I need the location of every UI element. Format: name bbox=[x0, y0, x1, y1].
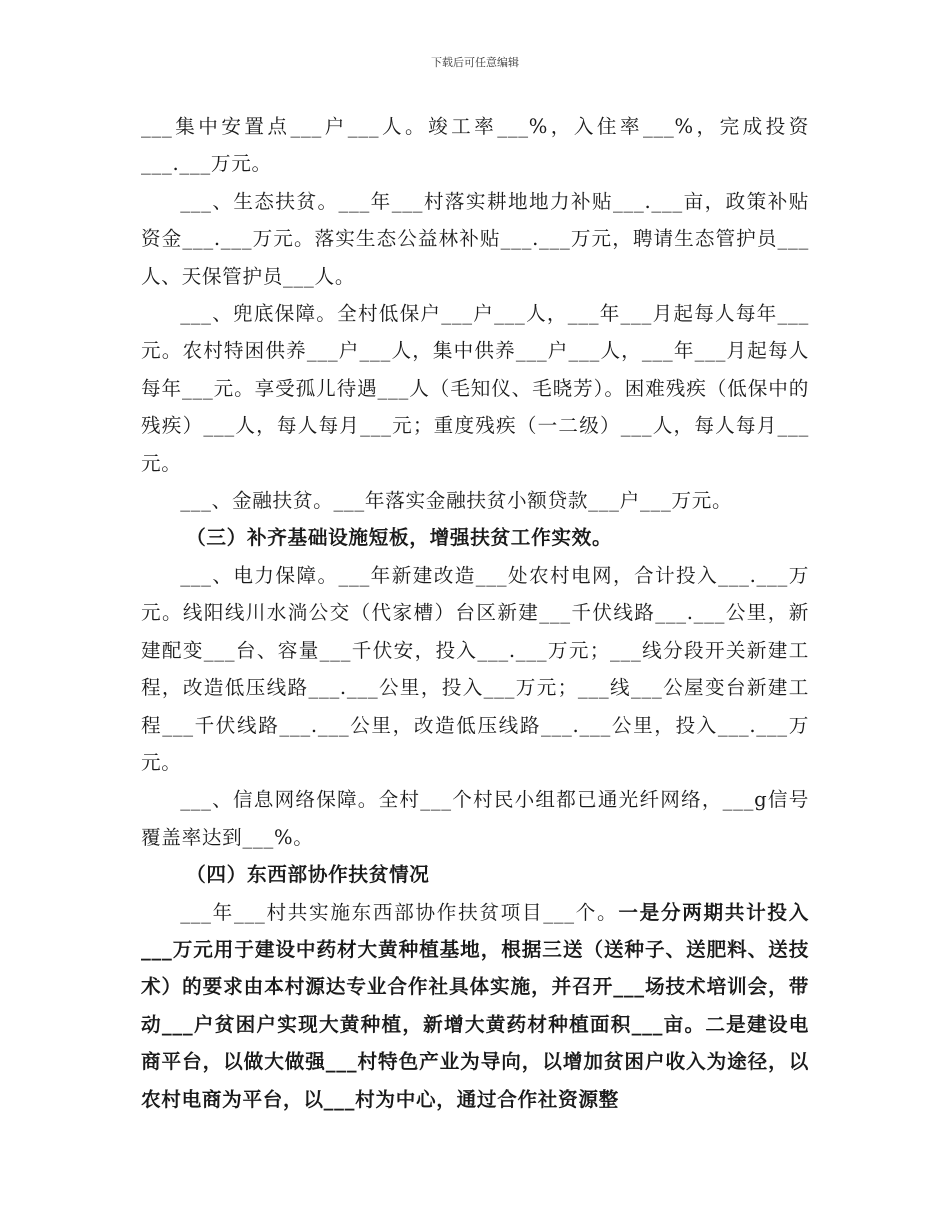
cooperation-intro-text: ___年___村共实施东西部协作扶贫项目___个。 bbox=[180, 900, 619, 924]
document-body bbox=[141, 108, 809, 1118]
paragraph-network-coverage: ___、信息网络保障。全村___个村民小组都已通光纤网络，___g信号覆盖率达到___%。 bbox=[141, 788, 809, 849]
section-heading-infrastructure: （三）补齐基础设施短板，增强扶贫工作实效。 bbox=[186, 526, 613, 550]
paragraph-power-supply: ___、电力保障。___年新建改造___处农村电网，合计投入___.___万元。线阳线川水淌公交（代家槽）台区新建___千伏线路___.___公里，新建配变___台、容量___千伏安，投入___.___万元；___线分段开关新建工程，改造低压线路___.___公里，投入___万元；___线___公屋变台新建工程___千伏线路___.___公里，改造低压线路___.___公里，投入___.___万元。 bbox=[141, 563, 809, 774]
page-header-note: 下载后可任意编辑 bbox=[431, 56, 519, 69]
section-heading-east-west-cooperation: （四）东西部协作扶贫情况 bbox=[186, 863, 430, 887]
paragraph-resettlement: ___集中安置点___户___人。竣工率___%，入住率___%，完成投资___.___万元。 bbox=[141, 115, 809, 176]
paragraph-ecological-poverty-relief: ___、生态扶贫。___年___村落实耕地地力补贴___.___亩，政策补贴资金___.___万元。落实生态公益林补贴___.___万元，聘请生态管护员___人、天保管护员___人。 bbox=[141, 189, 809, 288]
paragraph-basic-security: ___、兜底保障。全村低保户___户___人，___年___月起每人每年___元。农村特困供养___户___人，集中供养___户___人，___年___月起每人每年___元。享受孤儿待遇___人（毛知仪、毛晓芳）。困难残疾（低保中的残疾）___人，每人每月___元；重度残疾（一二级）___人，每人每月___元。 bbox=[141, 302, 809, 475]
paragraph-financial-poverty-relief: ___、金融扶贫。___年落实金融扶贫小额贷款___户___万元。 bbox=[180, 489, 733, 513]
paragraph-cooperation-projects bbox=[141, 894, 809, 1118]
cooperation-details-text: 一是分两期共计投入___万元用于建设中药材大黄种植基地，根据三送（送种子、送肥料、送技术）的要求由本村源达专业合作社具体实施，并召开___场技术培训会，带动___户贫困户实现大黄种植，新增大黄药材种植面积___亩。二是建设电商平台，以做大做强___村特色产业为导向，以增加贫困户收入为途径，以农村电商为平台，以___村为中心，通过合作社资源整 bbox=[141, 900, 809, 1111]
